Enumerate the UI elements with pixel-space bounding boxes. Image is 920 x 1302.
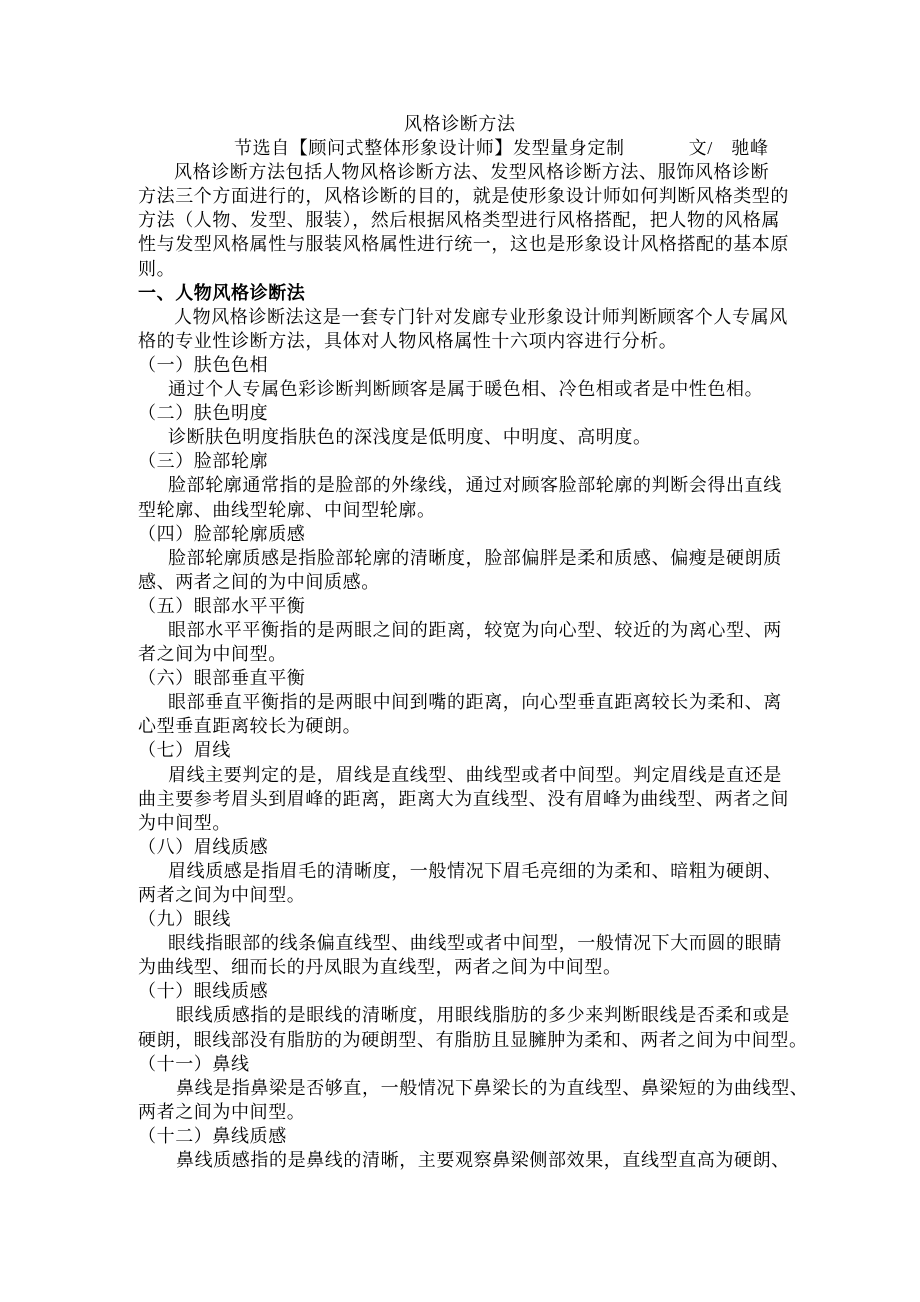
item-text-line: 硬朗，眼线部没有脂肪的为硬朗型、有脂肪且显臃肿为柔和、两者之间为中间型。 <box>138 1029 808 1050</box>
item-text-line: 眉线主要判定的是，眉线是直线型、曲线型或者中间型。判定眉线是直还是 <box>168 764 782 785</box>
item-heading: （十二）鼻线质感 <box>138 1125 287 1146</box>
document-subtitle <box>138 136 808 160</box>
item-text-line: 为中间型。 <box>138 812 231 833</box>
item-text-line: 鼻线质感指的是鼻线的清晰，主要观察鼻梁侧部效果，直线型直高为硬朗、 <box>176 1150 790 1171</box>
document-title: 风格诊断方法 <box>404 114 516 134</box>
item-text-line: 为曲线型、细而长的丹凤眼为直线型，两者之间为中间型。 <box>138 957 622 978</box>
item-text-line: 型轮廓、曲线型轮廓、中间型轮廓。 <box>138 499 436 520</box>
item-heading: （七）眉线 <box>138 740 231 761</box>
item-text-line: 感、两者之间的为中间质感。 <box>138 571 380 592</box>
item-heading: （三）脸部轮廓 <box>138 451 269 472</box>
item-heading: （六）眼部垂直平衡 <box>138 668 306 689</box>
item-text-line: 鼻线是指鼻梁是否够直，一般情况下鼻梁长的为直线型、鼻梁短的为曲线型、 <box>176 1077 809 1098</box>
item-text-line: 者之间为中间型。 <box>138 644 287 665</box>
intro-line: 性与发型风格属性与服装风格属性进行统一，这也是形象设计风格搭配的基本原 <box>138 234 789 255</box>
intro-line: 方法（人物、发型、服装），然后根据风格类型进行风格搭配，把人物的风格属 <box>138 210 780 231</box>
item-text-line: 眼部水平平衡指的是两眼之间的距离，较宽为向心型、较近的为离心型、两 <box>168 619 782 640</box>
item-heading: （四）脸部轮廓质感 <box>138 523 306 544</box>
item-heading: （十一）鼻线 <box>138 1053 250 1074</box>
section-intro-line: 格的专业性诊断方法，具体对人物风格属性十六项内容进行分析。 <box>138 330 678 351</box>
item-text-line: 曲主要参考眉头到眉峰的距离，距离大为直线型、没有眉峰为曲线型、两者之间 <box>138 788 789 809</box>
item-heading: （九）眼线 <box>138 909 231 930</box>
item-text-line: 眼线指眼部的线条偏直线型、曲线型或者中间型，一般情况下大而圆的眼睛 <box>168 933 782 954</box>
item-heading: （十）眼线质感 <box>138 981 269 1002</box>
item-text-line: 脸部轮廓质感是指脸部轮廓的清晰度，脸部偏胖是柔和质感、偏瘦是硬朗质 <box>168 547 782 568</box>
item-text-line: 眼线质感指的是眼线的清晰度，用眼线脂肪的多少来判断眼线是否柔和或是 <box>176 1005 790 1026</box>
item-heading: （五）眼部水平平衡 <box>138 595 306 616</box>
item-text-line: 通过个人专属色彩诊断判断顾客是属于暖色相、冷色相或者是中性色相。 <box>168 379 764 400</box>
item-text-line: 两者之间为中间型。 <box>138 1101 306 1122</box>
item-heading: （二）肤色明度 <box>138 403 269 424</box>
item-text-line: 心型垂直距离较长为硬朗。 <box>138 716 362 737</box>
item-text-line: 脸部轮廓通常指的是脸部的外缘线，通过对顾客脸部轮廓的判断会得出直线 <box>168 475 782 496</box>
author-text: 文/ 驰峰 <box>688 138 769 159</box>
item-text-line: 诊断肤色明度指肤色的深浅度是低明度、中明度、高明度。 <box>168 427 652 448</box>
document-page <box>138 112 808 1172</box>
item-text-line: 两者之间为中间型。 <box>138 885 306 905</box>
section-intro-line: 人物风格诊断法这是一套专门针对发廊专业形象设计师判断顾客个人专属风 <box>174 306 788 327</box>
intro-line: 方法三个方面进行的，风格诊断的目的，就是使形象设计师如何判断风格类型的 <box>138 186 789 207</box>
intro-line: 则。 <box>138 258 176 279</box>
item-heading: （八）眉线质感 <box>138 836 269 857</box>
section-heading: 一、人物风格诊断法 <box>138 282 306 303</box>
item-text-line: 眉线质感是指眉毛的清晰度，一般情况下眉毛亮细的为柔和、暗粗为硬朗、 <box>168 860 782 881</box>
item-heading: （一）肤色色相 <box>138 354 269 375</box>
item-text-line: 眼部垂直平衡指的是两眼中间到嘴的距离，向心型垂直距离较长为柔和、离 <box>168 692 782 713</box>
intro-line: 风格诊断方法包括人物风格诊断方法、发型风格诊断方法、服饰风格诊断 <box>174 162 770 183</box>
source-text: 节选自【顾问式整体形象设计师】发型量身定制 <box>234 138 625 159</box>
